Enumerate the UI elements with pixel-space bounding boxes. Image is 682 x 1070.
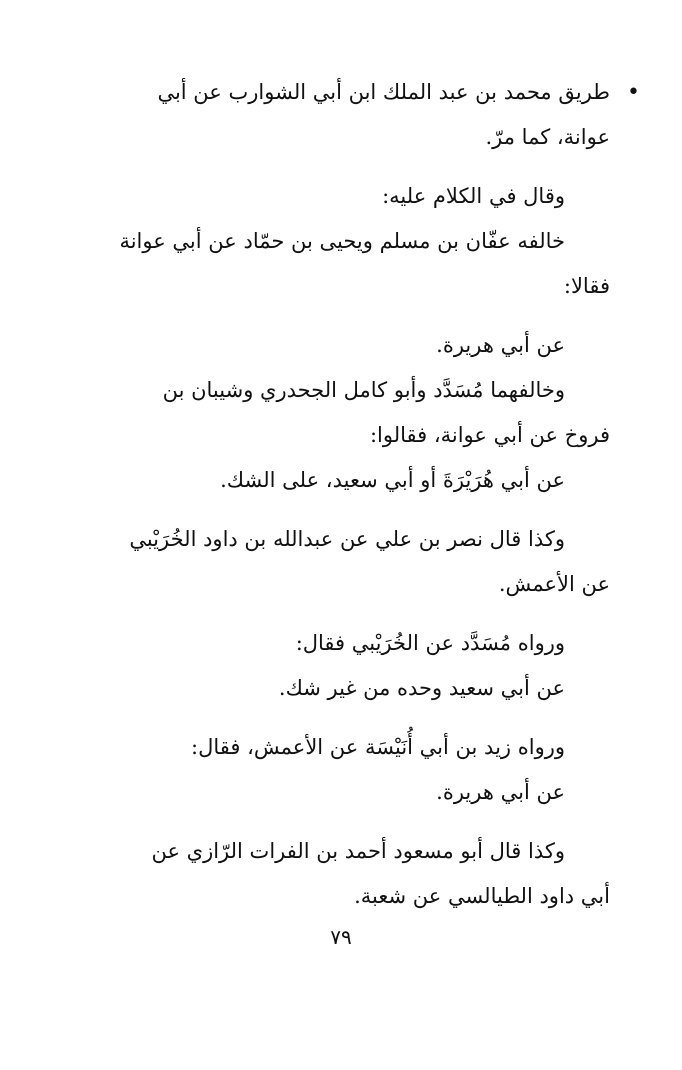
text-line: طريق محمد بن عبد الملك ابن أبي الشوارب عن أبي xyxy=(157,80,610,104)
text-line: خالفه عفّان بن مسلم ويحيى بن حمّاد عن أبي عوانة xyxy=(119,229,565,253)
paragraph-5 xyxy=(100,368,610,458)
paragraph-1 xyxy=(100,70,640,160)
paragraph-4 xyxy=(100,323,610,368)
text-line: عن أبي هريرة. xyxy=(436,333,565,357)
page-number: ٧٩ xyxy=(330,925,352,949)
paragraph-3 xyxy=(100,219,610,309)
paragraph-2 xyxy=(100,174,610,219)
bullet-icon: • xyxy=(627,80,640,105)
paragraph-8 xyxy=(100,621,610,666)
text-line: ورواه مُسَدَّد عن الخُرَيْبي فقال: xyxy=(295,631,565,655)
paragraph-7 xyxy=(100,517,610,607)
paragraph-12 xyxy=(100,829,610,919)
text-line: عن أبي هريرة. xyxy=(436,780,565,804)
text-line: وقال في الكلام عليه: xyxy=(382,184,565,208)
paragraph-6 xyxy=(100,458,610,503)
text-line: عن أبي هُرَيْرَةَ أو أبي سعيد، على الشك. xyxy=(220,468,565,492)
text-line: وخالفهما مُسَدَّد وأبو كامل الجحدري وشيبان بن xyxy=(162,378,565,402)
paragraph-10 xyxy=(100,725,610,770)
text-line: وكذا قال أبو مسعود أحمد بن الفرات الرّازي عن xyxy=(151,839,565,863)
paragraph-11 xyxy=(100,770,610,815)
text-line: فروخ عن أبي عوانة، فقالوا: xyxy=(369,423,610,447)
text-line: أبي داود الطيالسي عن شعبة. xyxy=(354,884,610,908)
page-body xyxy=(100,70,640,919)
text-line: فقالا: xyxy=(563,274,610,298)
text-line: ورواه زيد بن أبي أُنَيْسَة عن الأعمش، فقال: xyxy=(191,735,565,759)
text-line: عن أبي سعيد وحده من غير شك. xyxy=(278,676,565,700)
text-line: عوانة، كما مرّ. xyxy=(485,125,610,149)
paragraph-9 xyxy=(100,666,610,711)
text-line: وكذا قال نصر بن علي عن عبدالله بن داود الخُرَيْبي xyxy=(129,527,565,551)
text-line: عن الأعمش. xyxy=(498,572,610,596)
